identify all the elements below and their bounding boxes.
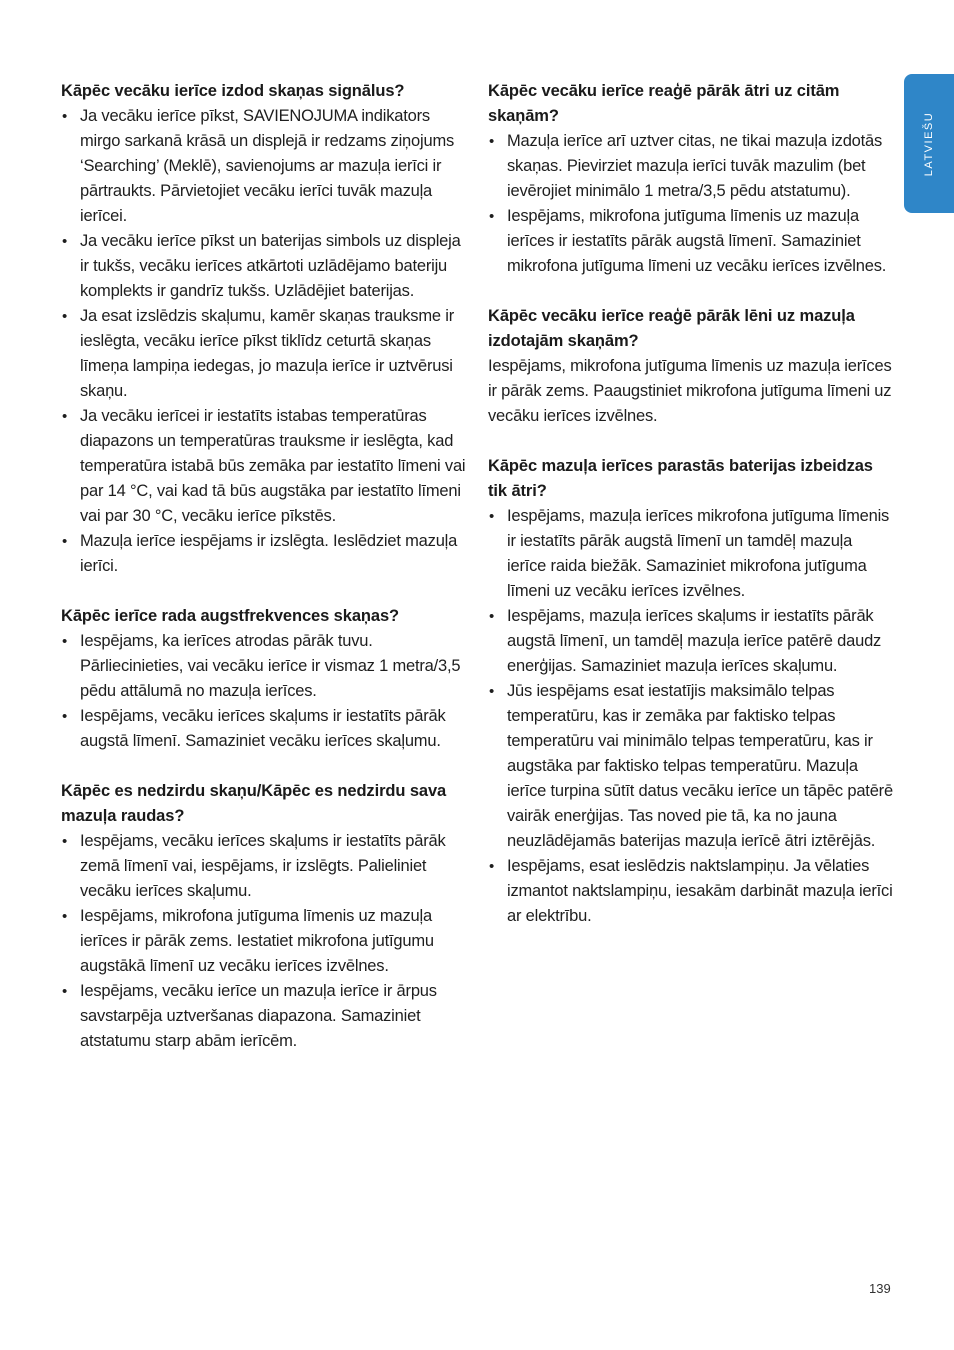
left-column [61, 79, 469, 1079]
faq-heading: Kāpēc es nedzirdu skaņu/Kāpēc es nedzirdu sava mazuļa raudas? [61, 782, 447, 825]
list-item: • Iespējams, mazuļa ierīces mikrofona jutīguma līmenis ir iestatīts pārāk augstā līmenī un tamdēļ mazuļa ierīce raida biežāk. Samaziniet mikrofona jutīguma līmeni uz vecāku ierīces izvēlnes. [488, 504, 894, 604]
faq-section [61, 79, 469, 579]
list-item: • Jūs iespējams esat iestatījis maksimālo telpas temperatūru, kas ir zemāka par faktisko telpas temperatūru vai minimālo telpas temperatūru, kas ir augstāka par faktisko telpas temperatūru. Mazuļa ierīce turpina sūtīt datus vecāku ierīce un tāpēc patērē vairāk enerģijas. Tas noved pie tā, ka no jauna neuzlādējamās baterijas mazuļa ierīcē ātri iztērējās. [488, 679, 894, 854]
language-tab-label: LATVIEŠU [923, 111, 935, 176]
faq-section [61, 779, 469, 1054]
faq-section [488, 79, 894, 279]
list-item: • Ja vecāku ierīce pīkst, SAVIENOJUMA indikators mirgo sarkanā krāsā un displejā ir redzams ziņojums ‘Searching’ (Meklē), savienojums ar mazuļa ierīci ir pārtraukts. Pārvietojiet vecāku ierīci tuvāk mazuļa ierīcei. [61, 104, 469, 229]
list-item: • Mazuļa ierīce arī uztver citas, ne tikai mazuļa izdotās skaņas. Pievirziet mazuļa ierīci tuvāk mazulim (bet ievērojiet minimālo 1 metra/3,5 pēdu atstatumu). [488, 129, 894, 204]
faq-list [61, 829, 469, 1054]
list-item: • Mazuļa ierīce iespējams ir izslēgta. Ieslēdziet mazuļa ierīci. [61, 529, 469, 579]
list-item: • Iespējams, vecāku ierīce un mazuļa ierīce ir ārpus savstarpēja uztveršanas diapazona. Samaziniet atstatumu starp abām ierīcēm. [61, 979, 469, 1054]
faq-heading: Kāpēc ierīce rada augstfrekvences skaņas? [61, 607, 400, 625]
faq-section [488, 304, 894, 429]
list-item: • Ja esat izslēdzis skaļumu, kamēr skaņas trauksme ir ieslēgta, vecāku ierīce pīkst tiklīdz ceturtā skaņas līmeņa lampiņa iedegas, jo mazuļa ierīce ir uztvērusi skaņu. [61, 304, 469, 404]
list-item: • Iespējams, mikrofona jutīguma līmenis uz mazuļa ierīces ir iestatīts pārāk augstā līmenī. Samaziniet mikrofona jutīguma līmeni uz vecāku ierīces izvēlnes. [488, 204, 894, 279]
list-item: • Iespējams, vecāku ierīces skaļums ir iestatīts pārāk augstā līmenī. Samaziniet vecāku ierīces skaļumu. [61, 704, 469, 754]
faq-heading: Kāpēc vecāku ierīce reaģē pārāk ātri uz citām skaņām? [488, 82, 840, 125]
list-item: • Ja vecāku ierīcei ir iestatīts istabas temperatūras diapazons un temperatūras trauksme ir ieslēgta, kad temperatūra istabā būs zemāka par iestatīto līmeni vai par 14 °C, vai kad tā būs augstāka par iestatīto līmeni vai par 30 °C, vecāku ierīce pīkstēs. [61, 404, 469, 529]
language-tab [904, 74, 954, 213]
faq-section [488, 454, 894, 929]
list-item: • Iespējams, ka ierīces atrodas pārāk tuvu. Pārliecinieties, vai vecāku ierīce ir vismaz 1 metra/3,5 pēdu attālumā no mazuļa ierīces. [61, 629, 469, 704]
faq-paragraph: Iespējams, mikrofona jutīguma līmenis uz mazuļa ierīces ir pārāk zems. Paaugstiniet mikrofona jutīguma līmeni uz vecāku ierīces izvēlnes. [488, 357, 892, 425]
faq-heading: Kāpēc mazuļa ierīces parastās baterijas izbeidzas tik ātri? [488, 457, 873, 500]
faq-section [61, 604, 469, 754]
faq-list [488, 129, 894, 279]
page-number: 139 [869, 1281, 891, 1296]
right-column [488, 79, 894, 954]
faq-list [488, 504, 894, 929]
faq-list [61, 629, 469, 754]
faq-list [61, 104, 469, 579]
faq-heading: Kāpēc vecāku ierīce izdod skaņas signālus? [61, 82, 405, 100]
list-item: • Iespējams, mikrofona jutīguma līmenis uz mazuļa ierīces ir pārāk zems. Iestatiet mikrofona jutīgumu augstākā līmenī uz vecāku ierīces izvēlnes. [61, 904, 469, 979]
list-item: • Iespējams, esat ieslēdzis naktslampiņu. Ja vēlaties izmantot naktslampiņu, iesakām darbināt mazuļa ierīci ar elektrību. [488, 854, 894, 929]
list-item: • Ja vecāku ierīce pīkst un baterijas simbols uz displeja ir tukšs, vecāku ierīces atkārtoti uzlādējamo bateriju komplekts ir gandrīz tukšs. Uzlādējiet baterijas. [61, 229, 469, 304]
list-item: • Iespējams, vecāku ierīces skaļums ir iestatīts pārāk zemā līmenī vai, iespējams, ir izslēgts. Palieliniet vecāku ierīces skaļumu. [61, 829, 469, 904]
faq-heading: Kāpēc vecāku ierīce reaģē pārāk lēni uz mazuļa izdotajām skaņām? [488, 307, 855, 350]
list-item: • Iespējams, mazuļa ierīces skaļums ir iestatīts pārāk augstā līmenī, un tamdēļ mazuļa ierīce patērē daudz enerģijas. Samaziniet mazuļa ierīces skaļumu. [488, 604, 894, 679]
